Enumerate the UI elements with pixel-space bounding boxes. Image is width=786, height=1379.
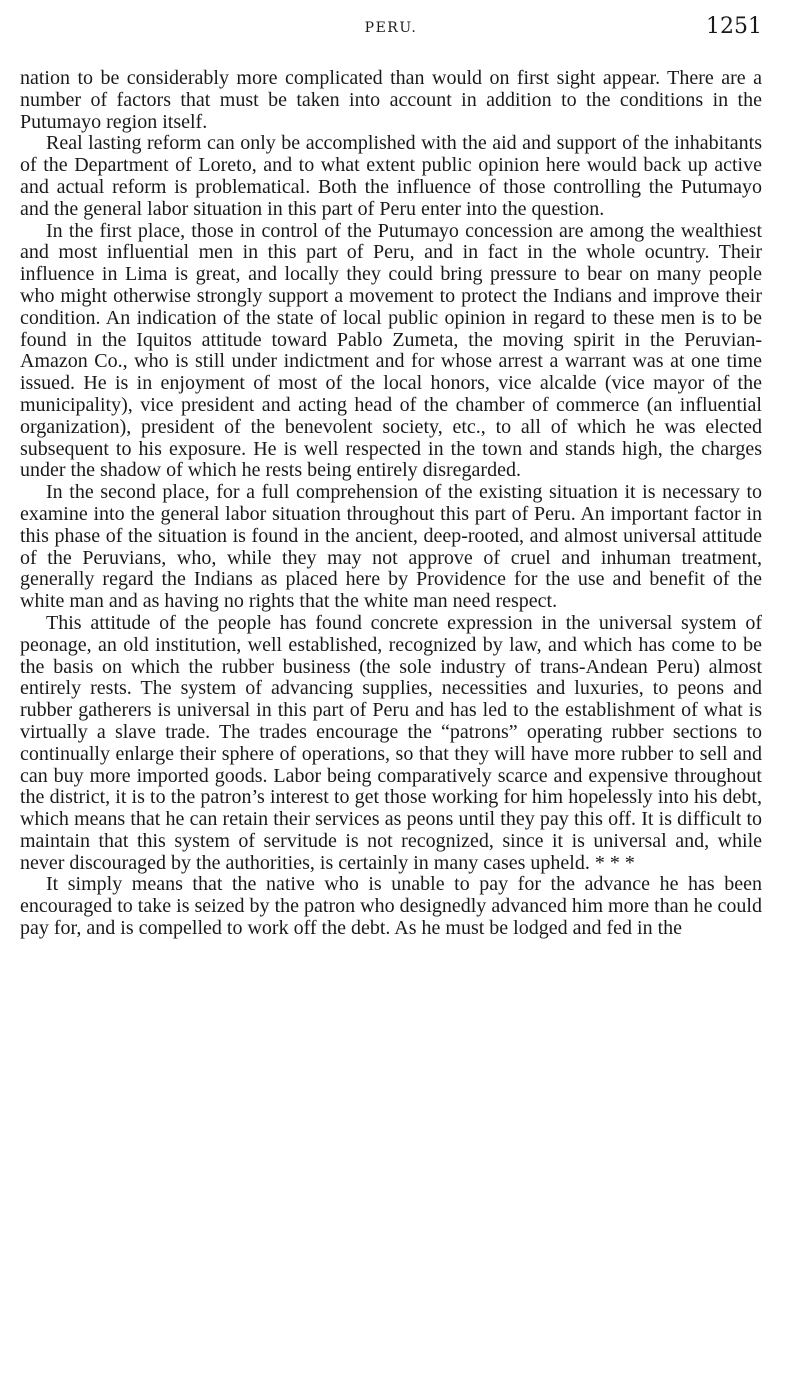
document-page	[20, 14, 762, 1364]
paragraph: It simply means that the native who is unable to pay for the advance he has been encouraged to take is seized by the patron who designedly advanced him more than he could pay for, and is compelled to work off the debt. As he must be lodged and fed in the	[20, 873, 762, 940]
page-number: 1251	[706, 14, 762, 39]
body-text	[20, 68, 762, 940]
paragraph-continued: nation to be considerably more complicated than would on first sight appear. There are a number of factors that must be taken into account in addition to the conditions in the Putumayo region itself.	[20, 67, 762, 133]
paragraph: Real lasting reform can only be accomplished with the aid and support of the inhabitants of the Department of Loreto, and to what extent public opinion here would back up active and actual reform is problematical. Both the influence of those controlling the Putumayo and the general labor situation in this part of Peru enter into the question.	[20, 132, 762, 220]
running-header	[20, 14, 762, 62]
running-title: PERU.	[364, 20, 418, 36]
paragraph: In the second place, for a full comprehension of the existing situation it is necessary to examine into the general labor situation throughout this part of Peru. An important factor in this phase of the situation is found in the ancient, deep-rooted, and almost universal attitude of the Peruvians, who, while they may not approve of cruel and inhuman treatment, generally regard the Indians as placed here by Providence for the use and benefit of the white man and as having no rights that the white man need respect.	[20, 481, 762, 613]
paragraph: This attitude of the people has found concrete expression in the universal system of peonage, an old institution, well established, recognized by law, and which has come to be the basis on which the rubber business (the sole industry of trans-Andean Peru) almost entirely rests. The system of advancing supplies, necessities and luxuries, to peons and rubber gatherers is universal in this part of Peru and has led to the establishment of what is virtually a slave trade. The trades encourage the “patrons” operating rubber sections to continually enlarge their sphere of operations, so that they will have more rubber to sell and can buy more imported goods. Labor being comparatively scarce and expensive throughout the district, it is to the patron’s interest to get those working for him hopelessly into his debt, which means that he can retain their services as peons until they pay this off. It is difficult to maintain that this system of servitude is not recognized, since it is universal and, while never discouraged by the authorities, is certainly in many cases upheld. * * *	[20, 611, 762, 874]
paragraph: In the first place, those in control of the Putumayo concession are among the wealthiest and most influential men in this part of Peru, and in fact in the whole ocuntry. Their influence in Lima is great, and locally they could bring pressure to bear on many people who might otherwise strongly support a movement to protect the Indians and improve their condition. An indication of the state of local public opinion in regard to these men is to be found in the Iquitos attitude toward Pablo Zumeta, the moving spirit in the Peruvian-Amazon Co., who is still under indictment and for whose arrest a warrant was at one time issued. He is in enjoyment of most of the local honors, vice alcalde (vice mayor of the municipality), vice president and acting head of the chamber of commerce (an influential organization), president of the benevolent society, etc., to all of which he was elected subsequent to his exposure. He is well respected in the town and stands high, the charges under the shadow of which he rests being entirely disregarded.	[20, 219, 762, 482]
